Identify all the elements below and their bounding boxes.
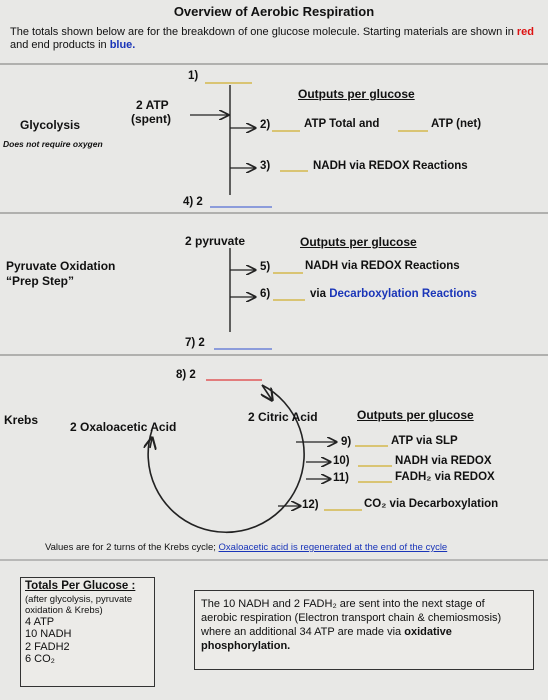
pyruvate-outputs-header: Outputs per glucose: [300, 235, 417, 249]
page-title: Overview of Aerobic Respiration: [173, 4, 375, 19]
krebs-atp-text: ATP via SLP: [391, 435, 458, 447]
blank-1: 1): [188, 70, 199, 82]
intro-part2: and end products in: [10, 39, 110, 51]
atp-net-text: ATP (net): [431, 118, 482, 130]
krebs-label: Krebs: [4, 413, 39, 427]
etc-line1: The 10 NADH and 2 FADH₂ are sent into the next stage of: [201, 598, 485, 610]
totals-item: 4 ATP: [25, 615, 55, 628]
atp-spent-line1: 2 ATP: [136, 98, 169, 112]
krebs-note-part2: Oxaloacetic acid is regenerated at the end of the cycle: [218, 542, 448, 553]
pyruvate-decarb-text: [310, 288, 477, 300]
glycolysis-note: Does not require oxygen: [3, 139, 103, 149]
intro-blue-word: blue.: [109, 39, 136, 51]
pyruvate-input: 2 pyruvate: [185, 234, 246, 248]
blank-8: 8) 2: [176, 369, 196, 381]
etc-note-box: [194, 590, 534, 670]
pyruvate-label-line1: Pyruvate Oxidation: [6, 259, 116, 273]
glycolysis-outputs-header: Outputs per glucose: [298, 87, 415, 101]
glycolysis-nadh-text: NADH via REDOX Reactions: [313, 160, 468, 172]
citric-acid-label: 2 Citric Acid: [248, 410, 318, 424]
oxaloacetic-acid-label: 2 Oxaloacetic Acid: [70, 420, 177, 434]
krebs-outputs-header: Outputs per glucose: [357, 408, 474, 422]
pyruvate-label-line2: “Prep Step”: [6, 274, 75, 288]
etc-line3: [201, 625, 527, 639]
krebs-co2-text: CO₂ via Decarboxylation: [364, 498, 499, 510]
etc-line4: phosphorylation.: [201, 640, 291, 652]
totals-sub-line2: oxidation & Krebs): [25, 604, 103, 616]
glycolysis-label: Glycolysis: [20, 118, 81, 132]
blank-12: 12): [302, 499, 319, 511]
blank-6: 6): [260, 288, 271, 300]
intro-part1: The totals shown below are for the breakdown of one glucose molecule. Starting materials are shown in: [10, 26, 517, 38]
krebs-note-part1: Values are for 2 turns of the Krebs cycle;: [45, 542, 219, 553]
totals-item: 6 CO₂: [25, 653, 55, 665]
via-word: via: [310, 288, 326, 300]
blank-7: 7) 2: [185, 337, 205, 349]
blank-5: 5): [260, 261, 271, 273]
atp-total-text: ATP Total and: [304, 118, 380, 130]
blank-10: 10): [333, 455, 350, 467]
krebs-note: [45, 542, 447, 553]
totals-header: Totals Per Glucose :: [25, 580, 136, 592]
blank-3: 3): [260, 160, 271, 172]
pyruvate-nadh-text: NADH via REDOX Reactions: [305, 260, 460, 272]
intro-red-word: red: [516, 26, 535, 38]
krebs-cycle-arc: [148, 385, 304, 532]
etc-line2: aerobic respiration (Electron transport chain & chemiosmosis): [201, 612, 502, 624]
krebs-nadh-text: NADH via REDOX: [395, 455, 492, 467]
totals-item: 2 FADH2: [25, 640, 70, 653]
intro-text: [10, 26, 535, 52]
etc-line3-text: where an additional 34 ATP are made via: [201, 626, 405, 638]
blank-11: 11): [333, 472, 349, 484]
totals-sub-line1: (after glycolysis, pyruvate: [25, 593, 133, 605]
decarb-word: Decarboxylation Reactions: [329, 288, 477, 300]
blank-4: 4) 2: [183, 196, 203, 208]
blank-9: 9): [341, 436, 352, 448]
krebs-fadh2-text: FADH₂ via REDOX: [395, 471, 495, 483]
blank-2: 2): [260, 119, 271, 131]
totals-item: 10 NADH: [25, 628, 72, 640]
etc-line3-bold: oxidative: [404, 626, 452, 638]
atp-spent-line2: (spent): [131, 112, 171, 126]
totals-box: [20, 577, 155, 687]
